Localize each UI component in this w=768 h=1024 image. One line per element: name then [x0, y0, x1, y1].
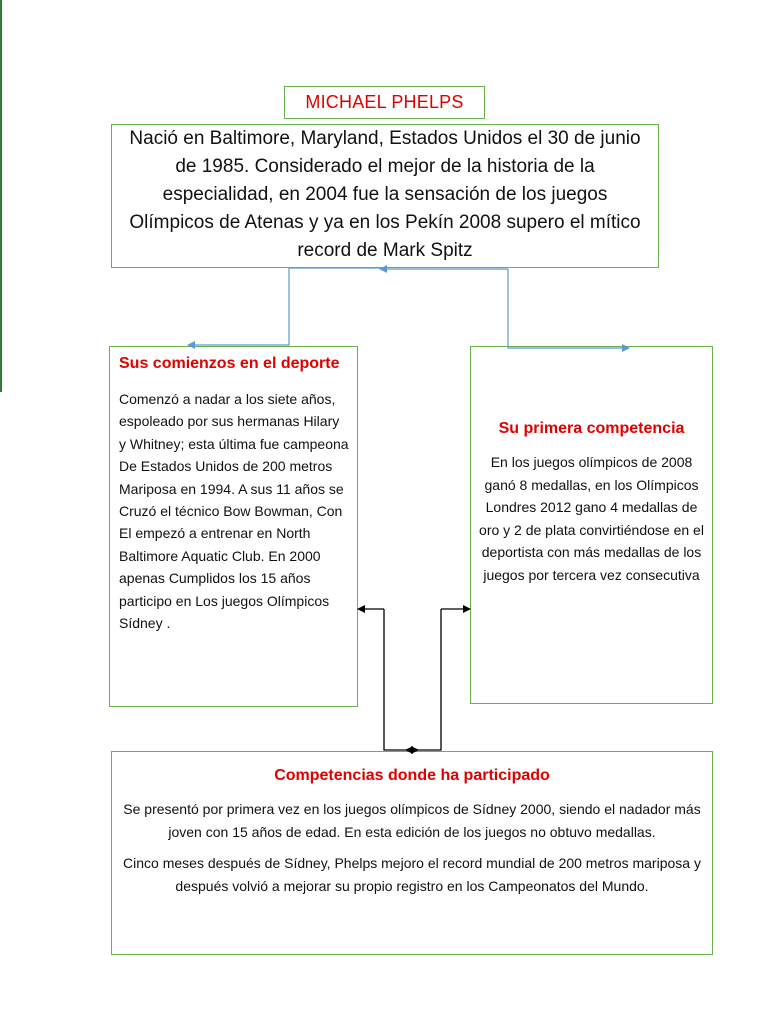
competitions-box [111, 751, 713, 955]
first-competition-heading: Su primera competencia [498, 420, 685, 437]
competitions-heading: Competencias donde ha participado [274, 767, 550, 784]
beginnings-box [109, 346, 358, 707]
first-competition-text: En los juegos olímpicos de 2008 ganó 8 medallas, en los Olímpicos Londres 2012 gano 4 medallas de oro y 2 de plata convirtiéndose en el deportista con más medallas de los juegos por tercera vez consecutiva [479, 454, 704, 583]
competitions-paragraph-1: Se presentó por primera vez en los juegos olímpicos de Sídney 2000, siendo el nadador más joven con 15 años de edad. En esta edición de los juegos no obtuvo medallas. [123, 801, 701, 840]
beginnings-text: Comenzó a nadar a los siete años, espoleado por sus hermanas Hilary y Whitney; esta última fue campeona De Estados Unidos de 200 metros Mariposa en 1994. A sus 11 años se Cruzó el técnico Bow Bowman, Con El empezó a entrenar en North Baltimore Aquatic Club. En 2000 apenas Cumplidos los 15 años participo en Los juegos Olímpicos Sídney . [119, 391, 349, 632]
competitions-paragraph-2: Cinco meses después de Sídney, Phelps mejoro el record mundial de 200 metros mariposa y después volvió a mejorar su propio registro en los Campeonatos del Mundo. [123, 855, 701, 894]
connector-beginnings-to-competitions [384, 609, 418, 750]
title-box [284, 86, 485, 119]
page-title: MICHAEL PHELPS [305, 92, 464, 112]
first-competition-box [470, 346, 713, 704]
intro-text: Nació en Baltimore, Maryland, Estados Unidos el 30 de junio de 1985. Considerado el mejor de la historia de la especialidad, en 2004 fue la sensación de los juegos Olímpicos de Atenas y ya en los Pekín 2008 supero el mítico record de Mark Spitz [129, 128, 641, 261]
connector-first-competition-to-competitions [406, 609, 441, 750]
beginnings-heading: Sus comienzos en el deporte [119, 355, 340, 372]
left-margin-rule [0, 0, 2, 392]
connector-intro-to-first-competition [508, 269, 629, 348]
intro-box [111, 124, 659, 268]
connector-intro-to-beginnings [188, 268, 384, 345]
